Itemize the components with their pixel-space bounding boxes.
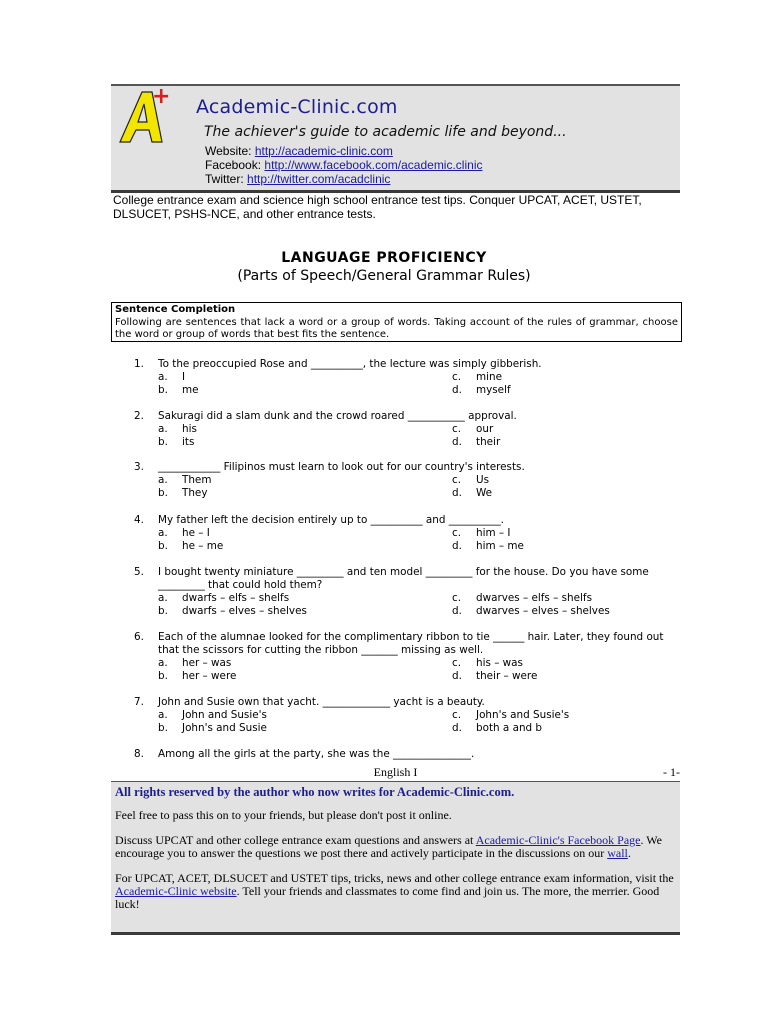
instructions-box [111,302,682,342]
question-stem: Sakuragi did a slam dunk and the crowd roared ___________ approval. [158,410,517,422]
option-a: a. dwarfs – elfs – shelfs [158,592,290,604]
option-d: d. their – were [452,670,538,682]
question-stem: ____________ Filipinos must learn to look out for our country's interests. [158,461,525,473]
option-c: c. mine [452,371,502,383]
option-a: a. her – was [158,657,232,669]
question-number: 2. [134,410,144,422]
question-number: 5. [134,566,144,578]
facebook-line [205,158,482,172]
copyright-notice [111,781,680,935]
facebook-link[interactable]: http://www.facebook.com/academic.clinic [264,158,483,172]
question-number: 4. [134,514,144,526]
question-stem: My father left the decision entirely up to __________ and __________. [158,514,504,526]
visit-paragraph: For UPCAT, ACET, DLSUCET and USTET tips, tricks, news and other college entrance exam information, visit the Academic-Clinic website. Tell your friends and classmates to come find and join us. The more, the merrier. Good luck! [115,871,674,911]
option-a: a. I [158,371,186,383]
share-note: Feel free to pass this on to your friends, but please don't post it online. [115,808,452,822]
option-b: b. her – were [158,670,237,682]
question-number: 3. [134,461,144,473]
website-line [205,144,393,158]
option-c: c. our [452,423,494,435]
option-b: b. its [158,436,195,448]
option-d: d. We [452,487,493,499]
discuss-paragraph: Discuss UPCAT and other college entrance exam questions and answers at Academic-Clinic's Facebook Page. We encourage you to answer the questions we post there and actively participate in the discussions on our wall. [115,833,662,860]
brand-name: Academic-Clinic.com [196,96,398,118]
question-stem: Among all the girls at the party, she was the _______________. [158,748,475,760]
course-name: English I [373,765,418,779]
intro-text: College entrance exam and science high school entrance test tips. Conquer UPCAT, ACET, USTET, DLSUCET, PSHS-NCE, and other entrance tests. [113,193,642,221]
option-a: a. Them [158,474,212,486]
question-stem: Each of the alumnae looked for the complimentary ribbon to tie ______ hair. Later, they found out that the scissors for cutting the ribbon _______ missing as well. [158,631,664,656]
option-c: c. him – I [452,527,511,539]
option-b: b. dwarfs – elves – shelves [158,605,307,617]
rights-statement: All rights reserved by the author who now writes for Academic-Clinic.com. [115,785,515,799]
question-number: 6. [134,631,144,643]
option-b: b. John's and Susie [158,722,267,734]
logo-plus-icon: + [152,84,171,109]
twitter-link[interactable]: http://twitter.com/acadclinic [247,172,391,186]
option-a: a. he – I [158,527,210,539]
option-d: d. dwarves – elves – shelves [452,605,610,617]
website-link-footer[interactable]: Academic-Clinic website [115,884,237,898]
question-number: 7. [134,696,144,708]
page-number: - 1- [663,765,680,779]
question-number: 8. [134,748,144,760]
question-stem: I bought twenty miniature _________ and ten model _________ for the house. Do you have some _________ that could hold them? [158,566,649,591]
option-b: b. he – me [158,540,224,552]
option-d: d. both a and b [452,722,543,734]
website-label: Website: [205,144,252,158]
tagline: The achiever's guide to academic life and beyond... [204,124,567,140]
instructions-heading: Sentence Completion [115,304,236,315]
option-a: a. John and Susie's [158,709,267,721]
option-c: c. dwarves – elfs – shelfs [452,592,592,604]
option-c: c. Us [452,474,490,486]
question-stem: To the preoccupied Rose and __________, the lecture was simply gibberish. [158,358,542,370]
twitter-label: Twitter: [205,172,244,186]
option-c: c. John's and Susie's [452,709,570,721]
option-a: a. his [158,423,197,435]
option-b: b. me [158,384,199,396]
question-stem: John and Susie own that yacht. _____________ yacht is a beauty. [158,696,485,708]
option-b: b. They [158,487,208,499]
option-c: c. his – was [452,657,523,669]
facebook-label: Facebook: [205,158,262,172]
page-footer [111,765,680,780]
option-d: d. him – me [452,540,524,552]
wall-link[interactable]: wall [607,846,628,860]
page-title: LANGUAGE PROFICIENCY [281,250,487,266]
option-d: d. their [452,436,501,448]
twitter-line [205,172,390,186]
instructions-body: Following are sentences that lack a word or a group of words. Taking account of the rules of grammar, choose the word or group of words that best fits the sentence. [115,316,678,340]
website-link[interactable]: http://academic-clinic.com [254,144,393,158]
option-d: d. myself [452,384,511,396]
facebook-page-link[interactable]: Academic-Clinic's Facebook Page [475,833,641,847]
question-number: 1. [134,358,144,370]
page-subtitle: (Parts of Speech/General Grammar Rules) [237,268,531,284]
